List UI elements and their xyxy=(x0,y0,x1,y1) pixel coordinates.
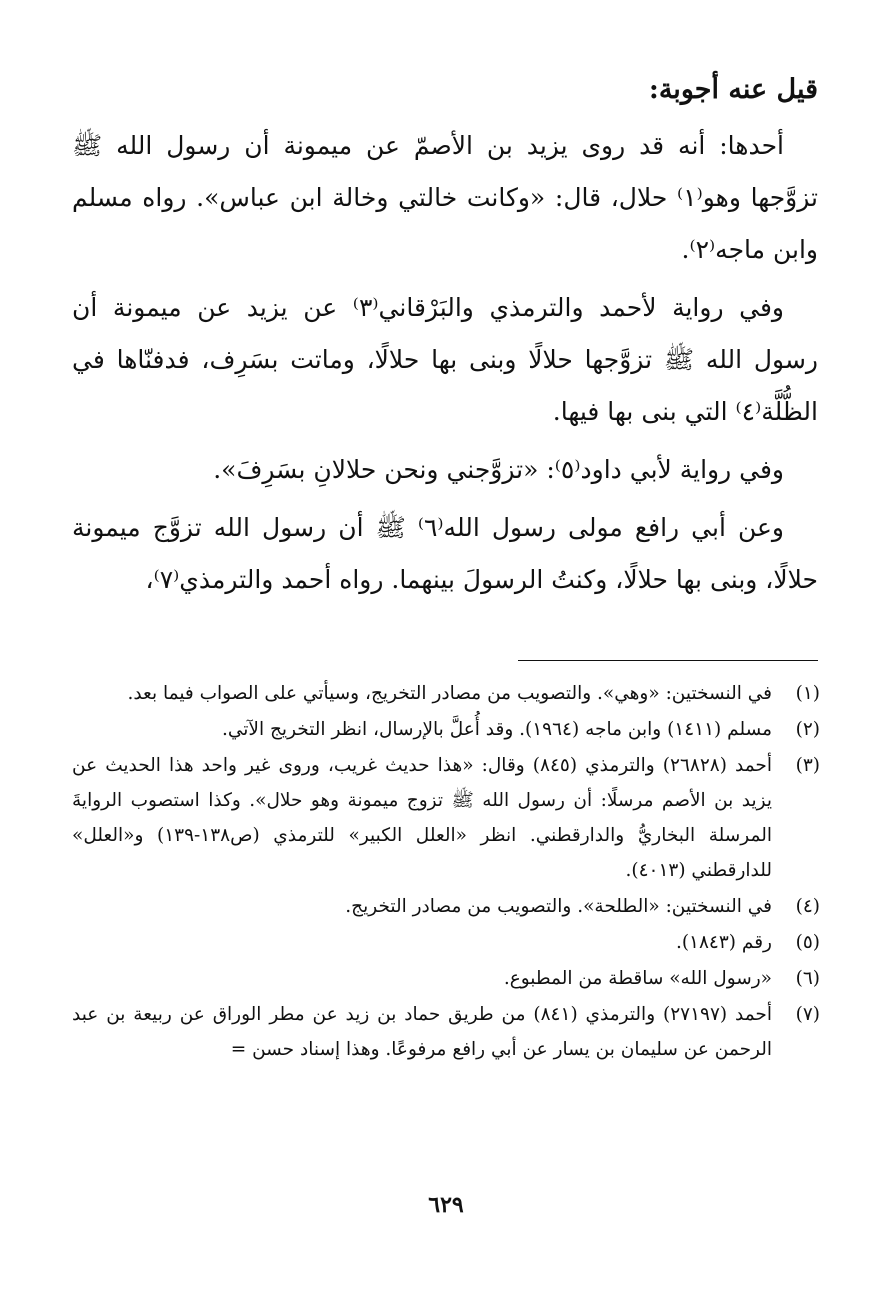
paragraph-4: وعن أبي رافع مولى رسول الله⁽٦⁾ ﷺ أن رسول الله تزوَّج ميمونة حلالًا، وبنى بها حلالًا، وكنتُ الرسولَ بينهما. رواه أحمد والترمذي⁽٧⁾، xyxy=(72,513,818,594)
footnote-number: (٢) xyxy=(795,719,820,740)
footnote-separator xyxy=(518,660,818,661)
paragraph-2: وفي رواية لأحمد والترمذي والبَرْقاني⁽٣⁾ عن يزيد عن ميمونة أن رسول الله ﷺ تزوَّجها حلالًا وبنى بها حلالًا، وماتت بسَرِف، فدفنّاها في الظُّلَّة⁽٤⁾ التي بنى بها فيها. xyxy=(72,293,818,426)
footnote-text: مسلم (١٤١١) وابن ماجه (١٩٦٤). وقد أُعلَّ بالإرسال، انظر التخريج الآتي. xyxy=(221,719,772,740)
footnotes-list xyxy=(72,676,820,1068)
footnote-item xyxy=(72,961,820,996)
footnote-text: في النسختين: «وهي». والتصويب من مصادر التخريج، وسيأتي على الصواب فيما بعد. xyxy=(127,683,772,704)
footnote-number: (٤) xyxy=(795,896,820,917)
page-number: ٦٢٩ xyxy=(428,1192,464,1218)
footnote-number: (٥) xyxy=(795,932,820,953)
footnote-item xyxy=(72,997,820,1067)
footnote-number: (١) xyxy=(795,683,820,704)
footnote-text: في النسختين: «الطلحة». والتصويب من مصادر التخريج. xyxy=(345,896,772,917)
footnote-text: أحمد (٢٦٨٢٨) والترمذي (٨٤٥) وقال: «هذا حديث غريب، وروى غير واحد هذا الحديث عن يزيد بن الأصم مرسلًا: أن رسول الله ﷺ تزوج ميمونة وهو حلال». وكذا استصوب الروايةَ المرسلة البخاريُّ والدارقطني. انظر «العلل الكبير» للترمذي (ص١٣٨-١٣٩) و«العلل» للدارقطني (٤٠١٣). xyxy=(72,755,772,881)
footnote-number: (٧) xyxy=(795,1004,820,1025)
footnote-item xyxy=(72,889,820,924)
paragraph-1: أحدها: أنه قد روى يزيد بن الأصمّ عن ميمونة أن رسول الله ﷺ تزوَّجها وهو⁽١⁾ حلال، قال: «وكانت خالتي وخالة ابن عباس». رواه مسلم وابن ماجه⁽٢⁾. xyxy=(72,131,818,264)
footnote-item xyxy=(72,676,820,711)
footnote-text: أحمد (٢٧١٩٧) والترمذي (٨٤١) من طريق حماد بن زيد عن مطر الوراق عن ربيعة بن عبد الرحمن عن سليمان بن يسار عن أبي رافع مرفوعًا. وهذا إسناد حسن = xyxy=(72,1004,772,1060)
footnote-text: «رسول الله» ساقطة من المطبوع. xyxy=(503,968,772,989)
paragraph-3: وفي رواية لأبي داود⁽٥⁾: «تزوَّجني ونحن حلالانِ بسَرِفَ». xyxy=(213,455,784,484)
footnote-number: (٣) xyxy=(795,755,820,776)
section-heading: قيل عنه أجوبة: xyxy=(648,74,818,105)
footnote-item xyxy=(72,925,820,960)
footnote-item xyxy=(72,712,820,747)
footnote-text: رقم (١٨٤٣). xyxy=(675,932,772,953)
footnote-item xyxy=(72,748,820,888)
footnote-number: (٦) xyxy=(795,968,820,989)
